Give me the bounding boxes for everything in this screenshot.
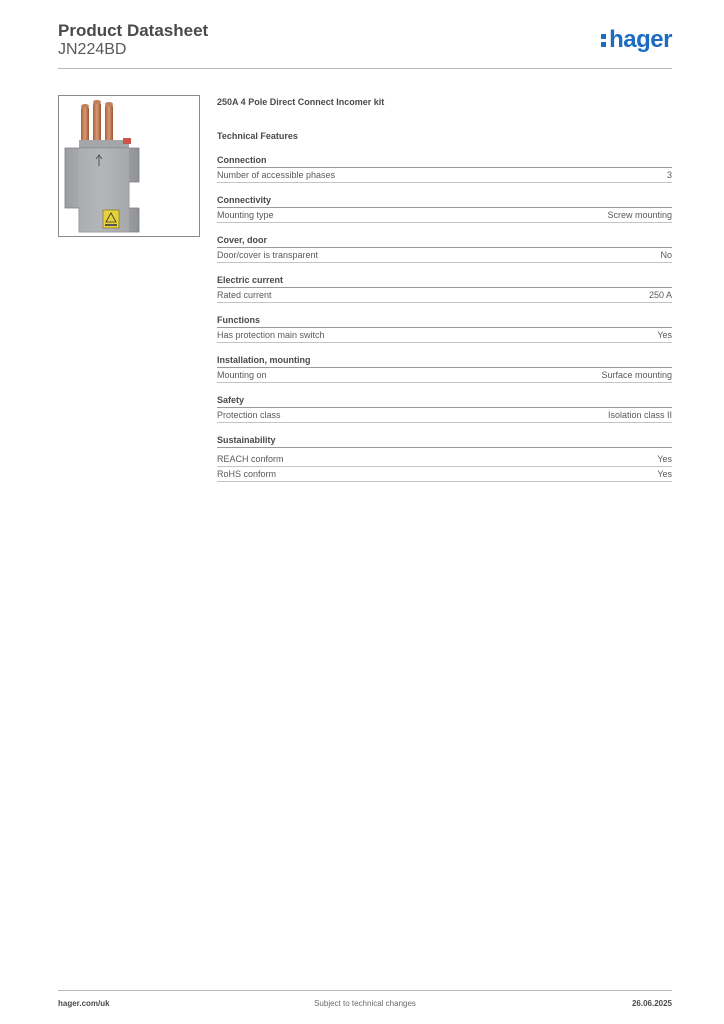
spec-row	[217, 452, 672, 467]
section-title: Sustainability	[217, 434, 672, 448]
logo-colon-icon	[601, 31, 607, 49]
spec-section-connectivity	[217, 194, 672, 223]
spec-section-sustainability	[217, 434, 672, 482]
spec-row	[217, 368, 672, 383]
spec-label: REACH conform	[217, 454, 284, 464]
footer-website-link[interactable]: hager.com/uk	[58, 999, 110, 1008]
spec-value: Yes	[657, 330, 672, 340]
spec-row	[217, 248, 672, 263]
page-footer	[58, 998, 672, 1010]
section-title: Installation, mounting	[217, 354, 672, 368]
section-title: Electric current	[217, 274, 672, 288]
spec-value: Surface mounting	[601, 370, 672, 380]
product-name: 250A 4 Pole Direct Connect Incomer kit	[217, 97, 385, 107]
spec-label: RoHS conform	[217, 469, 277, 479]
spec-row	[217, 168, 672, 183]
section-title: Cover, door	[217, 234, 672, 248]
spec-label: Protection class	[217, 410, 281, 420]
spec-row	[217, 288, 672, 303]
spec-value: Screw mounting	[607, 210, 672, 220]
spec-row	[217, 408, 672, 423]
spec-value: Yes	[657, 469, 672, 479]
section-title: Connectivity	[217, 194, 672, 208]
spec-section-safety	[217, 394, 672, 423]
spec-row	[217, 328, 672, 343]
spec-section-functions	[217, 314, 672, 343]
spec-section-connection	[217, 154, 672, 183]
spec-value: 250 A	[648, 290, 672, 300]
section-title: Functions	[217, 314, 672, 328]
spec-label: Has protection main switch	[217, 330, 325, 340]
footer-divider	[58, 990, 672, 991]
footer-date: 26.06.2025	[631, 999, 672, 1008]
product-code: JN224BD	[58, 41, 127, 58]
spec-section-cover-door	[217, 234, 672, 263]
spec-value: 3	[666, 170, 672, 180]
spec-content	[217, 95, 672, 482]
spec-value: Isolation class II	[607, 410, 672, 420]
technical-features-heading: Technical Features	[217, 131, 298, 141]
page-header	[58, 21, 672, 69]
spec-label: Rated current	[217, 290, 272, 300]
spec-section-electric-current	[217, 274, 672, 303]
spec-label: Door/cover is transparent	[217, 250, 319, 260]
spec-label: Mounting type	[217, 210, 274, 220]
spec-label: Mounting on	[217, 370, 267, 380]
spec-row	[217, 208, 672, 223]
spec-label: Number of accessible phases	[217, 170, 336, 180]
section-title: Connection	[217, 154, 672, 168]
spec-section-installation-mounting	[217, 354, 672, 383]
spec-value: Yes	[657, 454, 672, 464]
section-title: Safety	[217, 394, 672, 408]
header-divider	[58, 68, 672, 69]
incomer-kit-photo-icon	[59, 96, 199, 236]
footer-notice: Subject to technical changes	[314, 999, 416, 1008]
document-title: Product Datasheet	[58, 21, 209, 40]
spec-value: No	[660, 250, 672, 260]
hager-logo	[601, 27, 672, 53]
product-image	[58, 95, 200, 237]
logo-text: hager	[609, 26, 672, 53]
spec-row	[217, 467, 672, 482]
